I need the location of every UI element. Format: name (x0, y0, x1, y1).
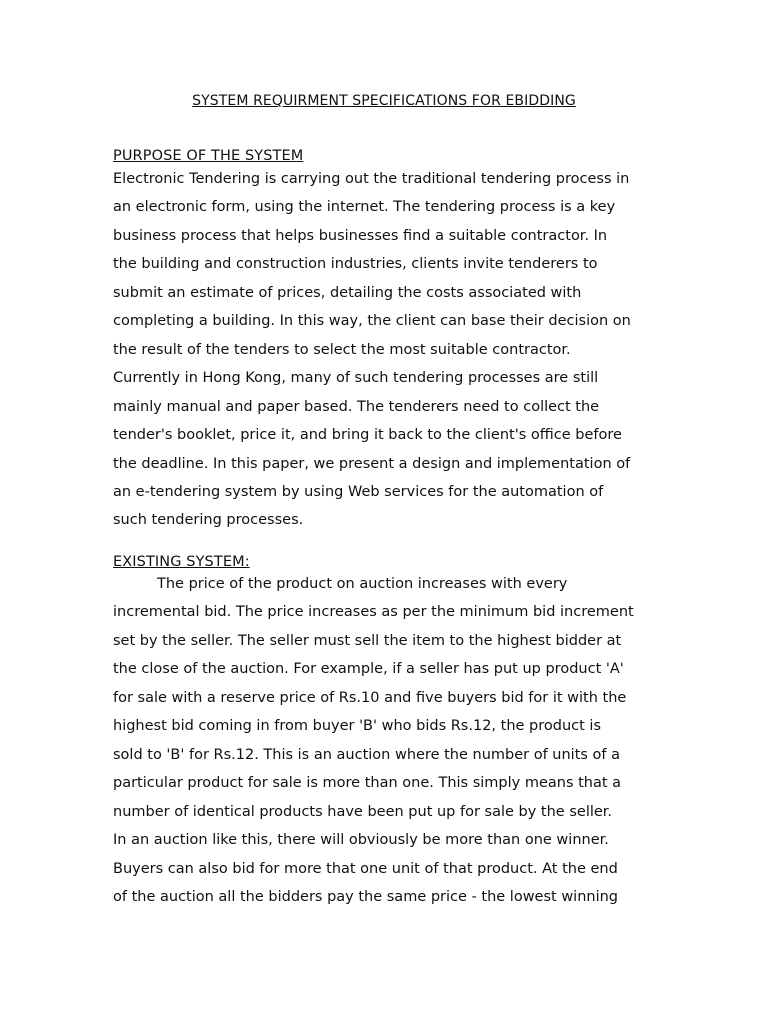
text-line: the close of the auction. For example, if a seller has put up product 'A' (113, 661, 624, 678)
section-body-existing-system (113, 570, 673, 911)
text-line: business process that helps businesses find a suitable contractor. In (113, 227, 608, 244)
text-line: the deadline. In this paper, we present a design and implementation of (113, 455, 631, 472)
text-line: incremental bid. The price increases as per the minimum bid increment (113, 604, 634, 621)
text-line: highest bid coming in from buyer 'B' who bids Rs.12, the product is (113, 718, 602, 735)
text-line: completing a building. In this way, the client can base their decision on (113, 313, 631, 330)
text-line: the building and construction industries, clients invite tenderers to (113, 256, 598, 273)
text-line: the result of the tenders to select the most suitable contractor. (113, 341, 571, 358)
text-line: number of identical products have been put up for sale by the seller. (113, 803, 613, 820)
text-line: tender's booklet, price it, and bring it back to the client's office before (113, 427, 622, 444)
text-line: mainly manual and paper based. The tenderers need to collect the (113, 398, 600, 415)
text-line: an electronic form, using the internet. The tendering process is a key (113, 199, 616, 216)
text-line: particular product for sale is more than one. This simply means that a (113, 775, 622, 792)
document-title: SYSTEM REQUIRMENT SPECIFICATIONS FOR EBIDDING (192, 93, 576, 109)
text-line: set by the seller. The seller must sell the item to the highest bidder at (113, 632, 622, 649)
section-body-purpose (113, 165, 673, 535)
text-line: an e-tendering system by using Web services for the automation of (113, 483, 604, 500)
text-line: Buyers can also bid for more that one unit of that product. At the end (113, 860, 618, 877)
section-heading-purpose: PURPOSE OF THE SYSTEM (113, 148, 304, 164)
text-line: In an auction like this, there will obviously be more than one winner. (113, 832, 609, 849)
text-line: The price of the product on auction increases with every (157, 576, 568, 592)
text-line: for sale with a reserve price of Rs.10 and five buyers bid for it with the (113, 689, 627, 706)
text-line: of the auction all the bidders pay the same price - the lowest winning (113, 888, 619, 905)
text-line: Currently in Hong Kong, many of such tendering processes are still (113, 370, 599, 387)
section-heading-existing-system: EXISTING SYSTEM: (113, 554, 250, 570)
text-line: such tendering processes. (113, 512, 304, 529)
text-line: submit an estimate of prices, detailing the costs associated with (113, 284, 582, 301)
text-line: Electronic Tendering is carrying out the traditional tendering process in (113, 171, 630, 187)
text-line: sold to 'B' for Rs.12. This is an auction where the number of units of a (113, 746, 621, 763)
